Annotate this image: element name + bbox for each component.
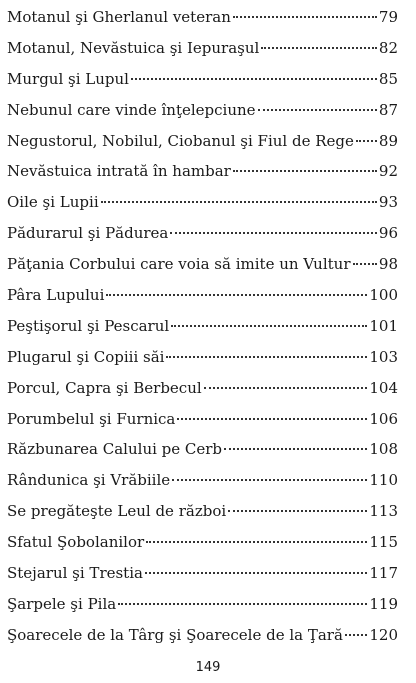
toc-entry: [7, 434, 398, 465]
toc-entry-page: 85: [378, 69, 398, 88]
dot-leader: [224, 448, 367, 450]
toc-entry: [7, 527, 398, 558]
dot-leader: [233, 170, 377, 172]
toc-entry-page: 113: [369, 502, 398, 521]
toc-entry: [7, 187, 398, 218]
dot-leader: [146, 541, 367, 543]
dot-leader: [101, 201, 377, 203]
toc-entry-page: 89: [378, 131, 398, 150]
toc-entry-title: Şoarecele de la Târg şi Şoarecele de la Ţară: [7, 625, 343, 644]
toc-entry: [7, 218, 398, 249]
toc-entry-title: Se pregăteşte Leul de război: [7, 502, 227, 521]
toc-entry-page: 119: [369, 594, 398, 613]
toc-entry: [7, 558, 398, 589]
dot-leader: [118, 603, 367, 605]
dot-leader: [145, 572, 367, 574]
toc-entry: [7, 64, 398, 95]
toc-entry-page: 101: [369, 316, 398, 335]
dot-leader: [131, 78, 377, 80]
toc-entry-page: 106: [369, 409, 398, 428]
toc-entry-title: Motanul, Nevăstuica şi Iepuraşul: [7, 38, 260, 57]
table-of-contents: [7, 2, 398, 651]
toc-entry-page: 108: [369, 440, 398, 459]
toc-entry: [7, 249, 398, 280]
dot-leader: [177, 418, 367, 420]
toc-entry-page: 110: [369, 471, 398, 490]
dot-leader: [170, 232, 377, 234]
toc-entry-title: Păţania Corbului care voia să imite un Vultur: [7, 255, 351, 274]
toc-entry-page: 115: [369, 533, 398, 552]
dot-leader: [356, 140, 377, 142]
toc-entry-title: Oile şi Lupii: [7, 193, 99, 212]
dot-leader: [228, 510, 367, 512]
toc-entry-page: 93: [378, 193, 398, 212]
dot-leader: [172, 479, 367, 481]
toc-entry-title: Porumbelul şi Furnica: [7, 409, 176, 428]
page-number: 149: [195, 660, 221, 675]
dot-leader: [353, 263, 377, 265]
toc-entry: [7, 95, 398, 126]
toc-entry-page: 79: [378, 8, 398, 26]
toc-entry-page: 120: [369, 625, 398, 644]
toc-entry-page: 87: [378, 100, 398, 119]
dot-leader: [106, 294, 367, 296]
dot-leader: [233, 16, 377, 18]
toc-entry-title: Nevăstuica intrată în hambar: [7, 162, 231, 181]
toc-entry-page: 100: [369, 286, 398, 305]
dot-leader: [171, 325, 367, 327]
toc-entry: [7, 311, 398, 342]
toc-entry-page: 103: [369, 347, 398, 366]
toc-entry: [7, 496, 398, 527]
toc-entry: [7, 280, 398, 311]
toc-entry: [7, 465, 398, 496]
toc-entry-page: 117: [369, 564, 398, 583]
toc-entry: [7, 404, 398, 435]
toc-entry-title: Plugarul şi Copiii săi: [7, 347, 165, 366]
dot-leader: [166, 356, 367, 358]
toc-entry-title: Sfatul Şobolanilor: [7, 533, 145, 552]
toc-entry-page: 92: [378, 162, 398, 181]
toc-entry-page: 82: [378, 38, 398, 57]
toc-entry: [7, 2, 398, 33]
toc-entry: [7, 342, 398, 373]
toc-entry-title: Rândunica şi Vrăbiile: [7, 471, 171, 490]
toc-entry-title: Stejarul şi Trestia: [7, 564, 143, 583]
toc-entry-page: 104: [369, 378, 398, 397]
toc-entry-title: Peştişorul şi Pescarul: [7, 316, 170, 335]
dot-leader: [261, 47, 377, 49]
toc-entry: [7, 589, 398, 620]
toc-entry-title: Răzbunarea Calului pe Cerb: [7, 440, 223, 459]
toc-entry: [7, 620, 398, 651]
toc-entry: [7, 126, 398, 157]
toc-entry-title: Negustorul, Nobilul, Ciobanul şi Fiul de Rege: [7, 131, 354, 150]
toc-entry-title: Nebunul care vinde înţelepciune: [7, 100, 256, 119]
toc-entry: [7, 33, 398, 64]
toc-entry-title: Murgul şi Lupul: [7, 69, 129, 88]
toc-entry-title: Pădurarul şi Pădurea: [7, 224, 169, 243]
dot-leader: [258, 109, 377, 111]
toc-entry: [7, 373, 398, 404]
toc-entry-title: Motanul şi Gherlanul veteran: [7, 8, 231, 26]
toc-entry-title: Şarpele şi Pila: [7, 594, 117, 613]
toc-entry-title: Porcul, Capra şi Berbecul: [7, 378, 202, 397]
toc-entry-title: Pâra Lupului: [7, 286, 105, 305]
toc-entry: [7, 156, 398, 187]
toc-entry-page: 96: [378, 224, 398, 243]
dot-leader: [204, 387, 368, 389]
dot-leader: [345, 634, 367, 636]
toc-entry-page: 98: [378, 255, 398, 274]
